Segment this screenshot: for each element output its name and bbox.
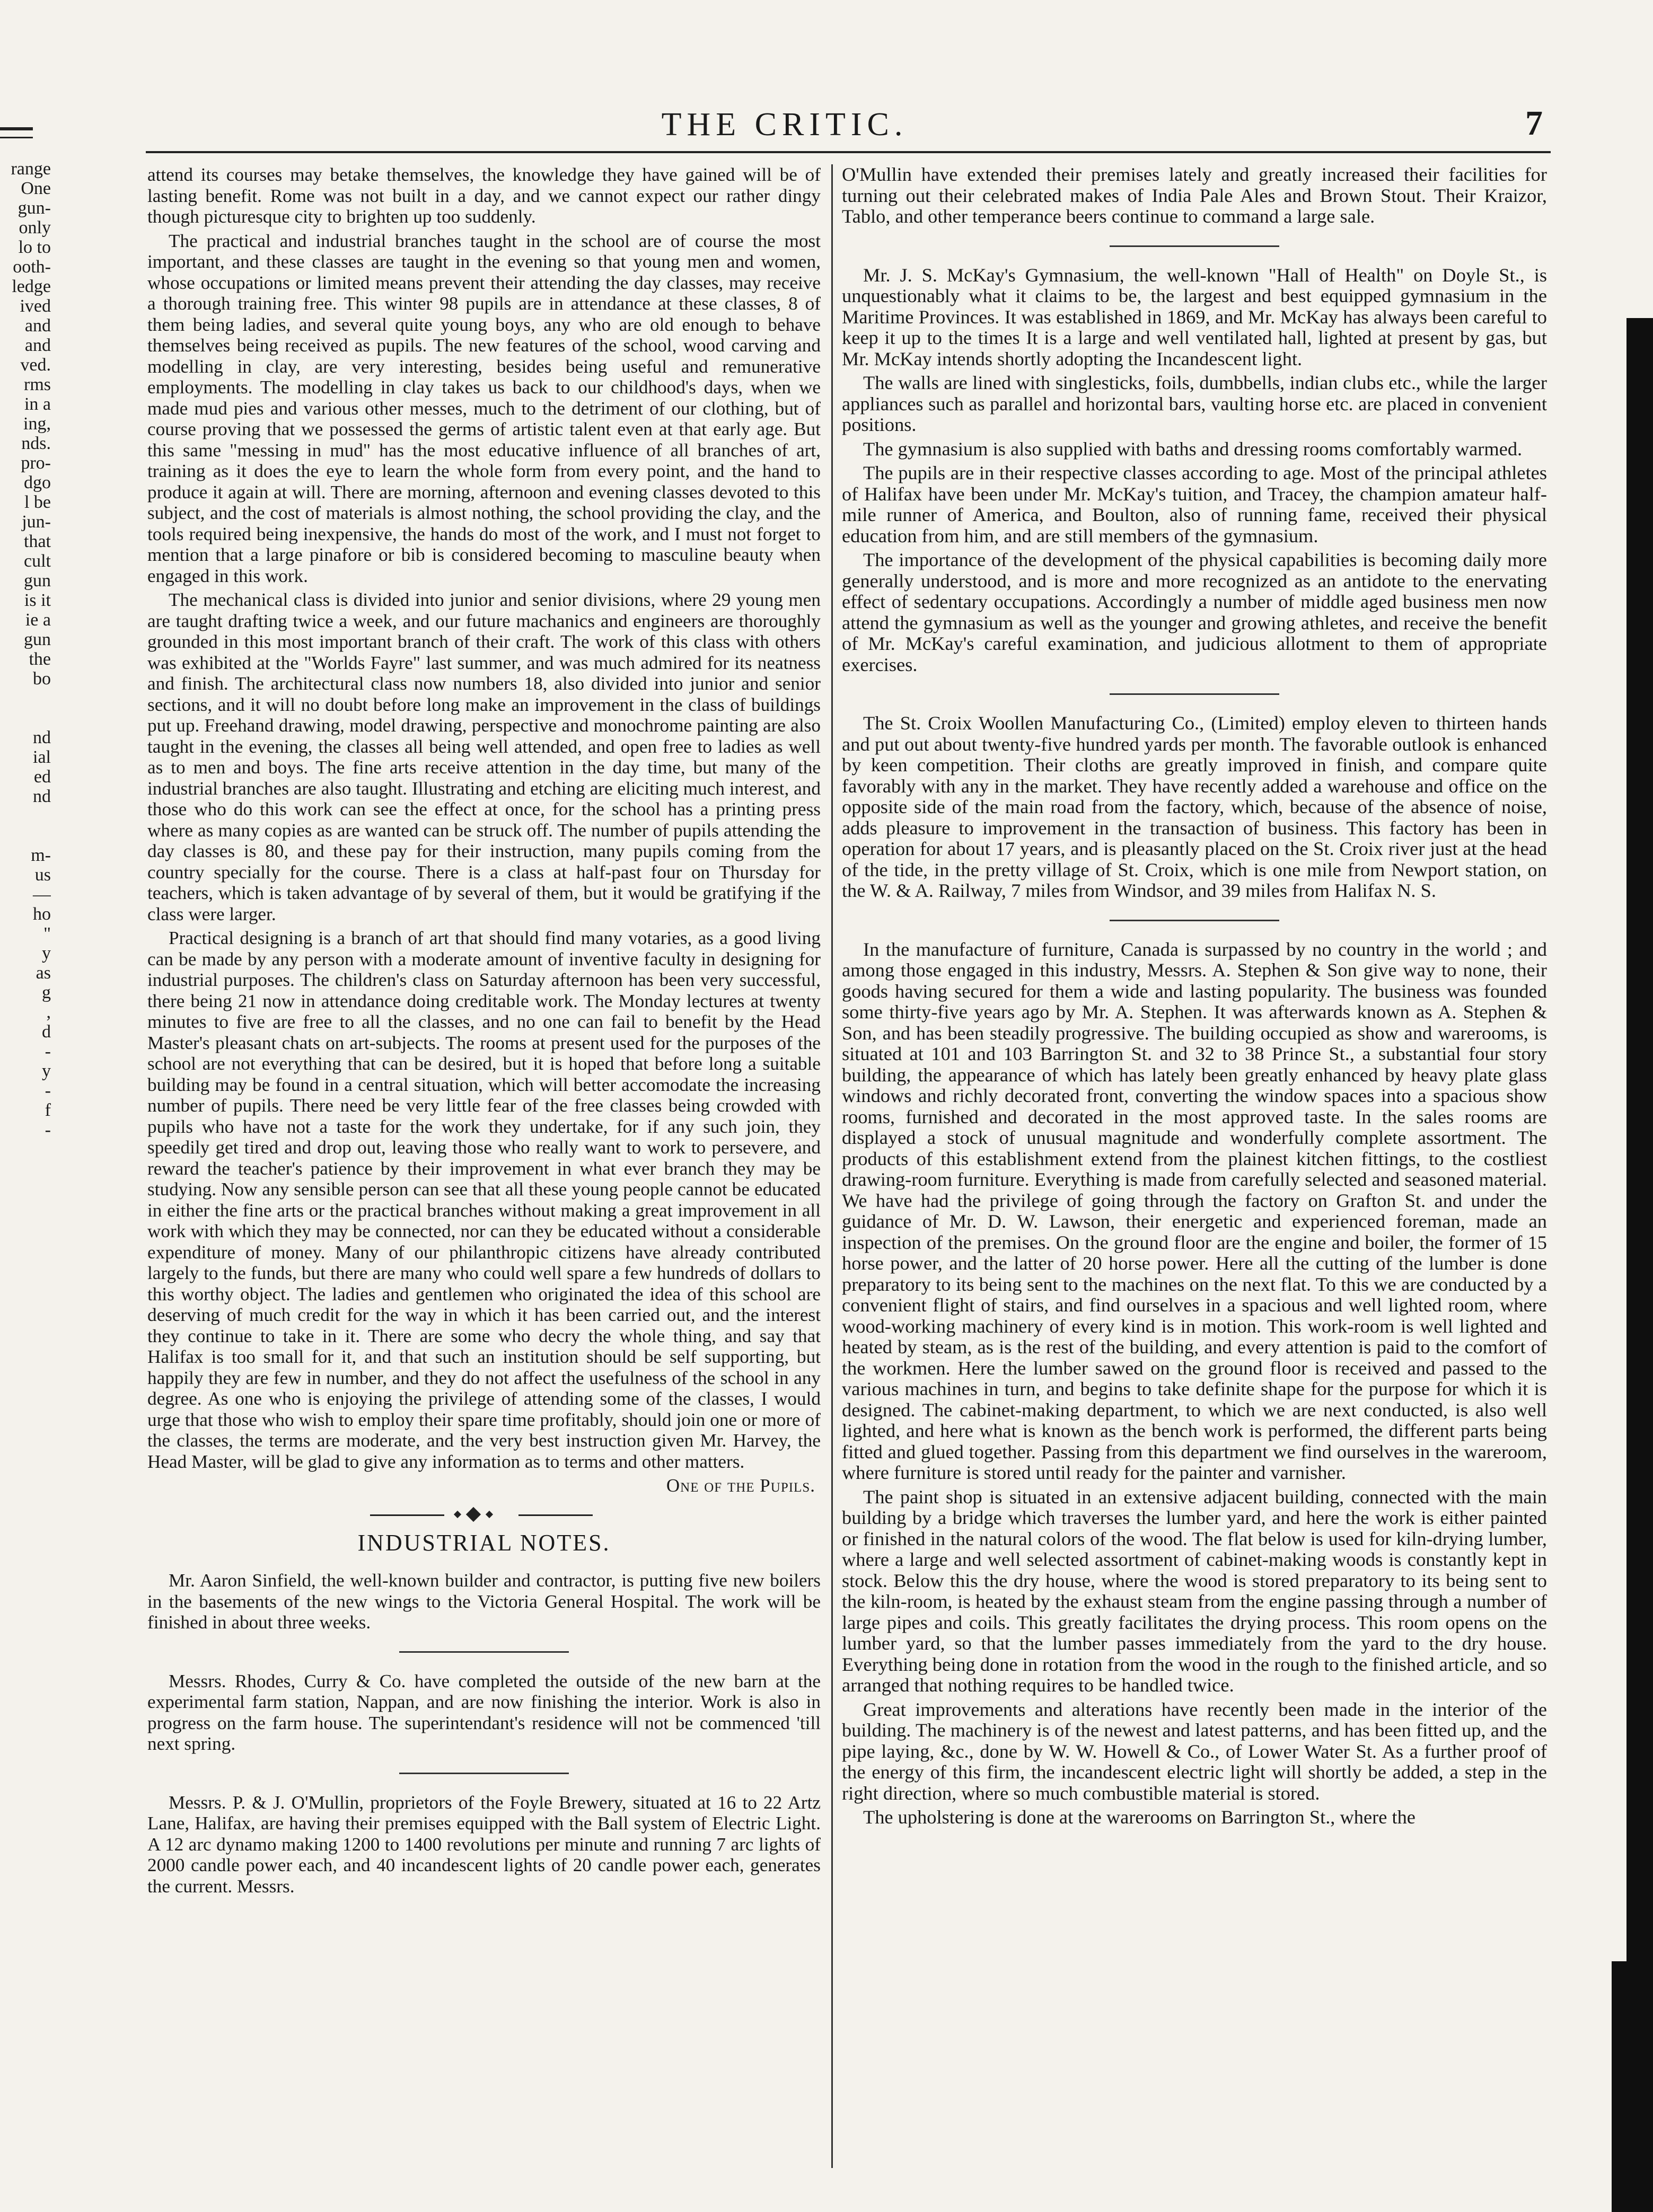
bleed-line: only: [19, 218, 51, 237]
running-title: THE CRITIC.: [661, 107, 908, 143]
paragraph: The upholstering is done at the warerooms on Barrington St., where the: [863, 1806, 1415, 1828]
bleed-line: that: [24, 532, 51, 551]
bleed-line: -: [45, 1081, 51, 1100]
industrial-note: Mr. Aaron Sinfield, the well-known builder and contractor, is putting five new boilers in the basements of the new wings to the Victoria General Hospital. The work will be finished in about three weeks.: [147, 1570, 821, 1633]
bleed-line: ived: [20, 296, 51, 316]
bleed-line: ,: [46, 1002, 51, 1022]
bleed-line: jun-: [22, 512, 51, 532]
bleed-line: ooth-: [13, 257, 51, 277]
bleed-line: gun: [24, 630, 51, 649]
note-separator: [1110, 920, 1279, 921]
article-signature: One of the Pupils.: [666, 1475, 815, 1496]
bleed-line: [3, 806, 51, 826]
paragraph: attend its courses may betake themselves, the knowledge they have gained will be of lasting benefit. Rome was not built in a day, and we cannot expect our rather dingy though picturesque city to brighten up too suddenly.: [147, 164, 821, 227]
bleed-line: y: [42, 944, 51, 963]
bleed-line: nd: [33, 787, 51, 806]
paragraph: Practical designing is a branch of art that should find many votaries, as a good living can be made by any person with a moderate amount of inventive faculty in designing for industrial purposes. The children's class on Saturday afternoon has been very successful, there being 21 now in attendance doing creditable work. The Monday lectures at twenty minutes to five are free to all the classes, and no one can fail to benefit by the Head Master's pleasant chats on art-subjects. The rooms at present used for the purposes of the school are not everything that can be desired, but it is hoped that before long a suitable building may be found in a central situation, which will better accomodate the increasing number of pupils. There need be very little fear of the free classes being crowded with pupils who have not a taste for the work they undertake, for if any such join, they speedily get tired and drop out, leaving those who really want to work to persevere, and reward the teacher's patience by their improvement in what ever branch they may be studying. Now any sensible person can see that all these young people cannot be educated in either the fine arts or the practical branches without making a great improvement in all work with which they may be connected, nor can they be educated without a considerable expenditure of money. Many of our philanthropic citizens have already contributed largely to the funds, but there are many who could well spare a few hundreds of dollars to this worthy object. The ladies and gentlemen who originated the idea of this school are deserving of much credit for the way in which it has been carried out, and the interest they continue to take in it. There are some who decry the whole thing, and say that Halifax is too small for it, and that such an institution should be self supporting, but happily they are few in number, and they do not affect the usefulness of the school in any degree. As one who is enjoying the privilege of attending some of the classes, I would urge that those who wish to employ their spare time profitably, should join one or more of the classes, the terms are moderate, and the very best instruction given Mr. Harvey, the Head Master, will be glad to give any information as to terms and other matters.: [147, 928, 821, 1472]
industrial-notes: [147, 1570, 821, 1897]
paragraph: The St. Croix Woollen Manufacturing Co., (Limited) employ eleven to thirteen hands and put out about twenty-five hundred yards per month. The favorable outlook is enhanced by keen competition. Their cloths are greatly improved in finish, and compare quite favorably with any in the market. They have recently added a warehouse and office on the opposite side of the main road from the factory, which, because of the absence of noise, adds pleasure to improvement in the transaction of business. This factory has been in operation for about 17 years, and is pleasantly placed on the St. Croix river just at the head of the tide, in the pretty village of St. Croix, which is one mile from Newport station, on the W. & A. Railway, 7 miles from Windsor, and 39 miles from Halifax N. S.: [842, 712, 1547, 901]
bleed-line: m-: [31, 845, 51, 865]
bleed-line: ho: [33, 904, 51, 924]
paragraph: In the manufacture of furniture, Canada is surpassed by no country in the world ; and among those engaged in this industry, Messrs. A. Stephen & Son give way to none, their goods having secured for them a wide and lasting popularity. The business was founded some thirty-five years ago by Mr. A. Stephen. It was afterwards known as A. Stephen & Son, and has been steadily progressive. The building occupied as show and warerooms, is situated at 101 and 103 Barrington St. and 32 to 38 Prince St., a substantial four story building, the appearance of which has lately been greatly enhanced by heavy plate glass windows and richly decorated front, converting the window spaces into a spacious show rooms, furnished and decorated in the most approved taste. In the sales rooms are displayed a stock of unusual magnitude and wonderfully complete assortment. The products of this establishment extend from the plainest kitchen fittings, to the costliest drawing-room furniture. Everything is made from carefully selected and seasoned material. We have had the privilege of going through the factory on Grafton St. and under the guidance of Mr. D. W. Lawson, their energetic and experienced foreman, made an inspection of the premises. On the ground floor are the engine and boiler, the former of 15 horse power, and the latter of 20 horse power. Here all the cutting of the lumber is done preparatory to its being sent to the machines on the next flat. To this we are conducted by a convenient flight of stairs, and find ourselves in a spacious and well lighted room, where wood-working machinery of every kind is in motion. This work-room is well lighted and heated by steam, as is the rest of the building, and every attention is paid to the comfort of the workmen. Here the lumber sawed on the ground floor is received and passed to the various machines in turn, and begins to take definite shape for the purpose for which it is designed. The cabinet-making department, to which we are next conducted, is also well lighted, and here what is known as the bench work is performed, the different parts being fitted and glued together. Passing from this department we find ourselves in the wareroom, where furniture is stored until ready for the painter and varnisher.: [842, 938, 1547, 1483]
bleed-line: [3, 826, 51, 845]
bleed-line: ing,: [23, 414, 51, 434]
bleed-line: in a: [24, 394, 51, 414]
page-edge-shadow-lower: [1612, 1961, 1628, 2212]
paragraph: Great improvements and alterations have recently been made in the interior of the building. The machinery is of the newest and latest patterns, and has been fitted up, and the pipe laying, &c., done by W. W. Howell & Co., of Lower Water St. As a further proof of the energy of this firm, the incandescent electric light will shortly be added, a step in the right direction, where so much combustible material is stored.: [842, 1698, 1547, 1804]
left-margin-bleed-text: [3, 159, 51, 1140]
industrial-note: [842, 939, 1547, 1828]
bleed-line: —: [33, 885, 51, 904]
bleed-line: and: [24, 336, 51, 355]
bleed-line: rms: [24, 375, 51, 394]
paragraph: The walls are lined with singlesticks, foils, dumbbells, indian clubs etc., while the larger appliances such as parallel and horizontal bars, vaulting horse etc. are placed in convenient positions.: [842, 372, 1547, 435]
paragraph: O'Mullin have extended their premises lately and greatly increased their facilities for turning out their celebrated makes of India Pale Ales and Brown Stout. Their Kraizor, Tablo, and other temperance beers continue to command a large sale.: [842, 164, 1547, 227]
bleed-line: is it: [24, 591, 51, 610]
page-edge-shadow: [1626, 318, 1653, 2212]
paragraph: The practical and industrial branches taught in the school are of course the most important, and these classes are taught in the evening so that young men and women, whose occupations or limited means prevent their attending the day classes, may receive a thorough training free. This winter 98 pupils are in attendance at these classes, 8 of them being ladies, and several quite young boys, any who are old enough to behave themselves being received as pupils. The new features of the school, wood carving and modelling in clay, are very interesting, besides being useful and remunerative employments. The modelling in clay takes us back to our childhood's days, when we made mud pies and various other messes, much to the detriment of our clothing, but of course proving that we possessed the germs of artistic talent even at that early age. But this same "messing in mud" has the most educative influence of all branches of art, training as it does the eye to learn the whole form from every point, and the hand to produce it again at will. There are morning, afternoon and evening classes devoted to this subject, and the cost of materials is almost nothing, the school providing the clay, and the tools required being inexpensive, the hands do most of the work, and I must not forget to mention that a large pinafore or bib is considered becoming to masculine beauty when engaged in this work.: [147, 230, 821, 586]
bleed-line: One: [21, 179, 51, 198]
bleed-line: f: [45, 1100, 51, 1120]
bleed-line: ed: [33, 767, 51, 787]
note-separator: [399, 1773, 569, 1774]
note-separator: [1110, 693, 1279, 695]
paragraph: Mr. J. S. McKay's Gymnasium, the well-known "Hall of Health" on Doyle St., is unquestionably what it claims to be, the largest and best equipped gymnasium in the Maritime Provinces. It was established in 1869, and Mr. McKay has always been careful to keep it up to the times It is a large and well ventilated hall, lighted at present by gas, but Mr. McKay intends shortly adopting the Incandescent light.: [842, 264, 1547, 369]
column-divider: [831, 164, 833, 2168]
bleed-line: l be: [24, 492, 51, 512]
bleed-line: pro-: [21, 453, 51, 473]
article-school-of-art: [147, 164, 821, 1472]
bleed-line: -: [45, 1042, 51, 1061]
industrial-note: Messrs. P. & J. O'Mullin, proprietors of the Foyle Brewery, situated at 16 to 22 Artz Lane, Halifax, are having their premises equipped with the Ball system of Electric Light. A 12 arc dynamo making 1200 to 1400 revolutions per minute and running 7 arc lights of 2000 candle power each, and 40 incandescent lights of 20 candle power each, generates the current. Messrs.: [147, 1792, 821, 1897]
bleed-line: [3, 689, 51, 708]
paragraph: The pupils are in their respective classes according to age. Most of the principal athletes of Halifax have been under Mr. McKay's tuition, and Tracey, the champion amateur half-mile runner of America, and Boulton, also of running fame, received their physical education from him, and are still members of the gymnasium.: [842, 462, 1547, 547]
prev-page-rule-thin: [0, 137, 33, 138]
bleed-line: cult: [24, 551, 51, 571]
page-number: 7: [1525, 104, 1543, 143]
bleed-line: as: [36, 963, 51, 983]
bleed-line: ved.: [20, 355, 51, 375]
bleed-line: ial: [33, 747, 51, 767]
bleed-line: ie a: [25, 610, 51, 630]
bleed-line: [3, 708, 51, 728]
bleed-line: us: [34, 865, 51, 885]
industrial-note: [842, 265, 1547, 676]
bleed-line: the: [29, 649, 51, 669]
column-right: [842, 164, 1547, 1831]
bleed-line: range: [11, 159, 51, 179]
bleed-line: nds.: [21, 434, 51, 453]
bleed-line: g: [42, 983, 51, 1002]
paragraph: The mechanical class is divided into junior and senior divisions, where 29 young men are taught drafting twice a week, and our future machanics and engineers are thoroughly grounded in this most important branch of their craft. The work of this class with others was exhibited at the "Worlds Fayre" last summer, and was much admired for its neatness and finish. The architectural class now numbers 18, also divided into junior and senior sections, and it will no doubt before long make an improvement in the class of buildings put up. Freehand drawing, model drawing, perspective and monochrome painting are also taught in the evening, the classes all being well attended, and open free to ladies as well as to men and boys. The fine arts receive attention in the day time, but many of the industrial branches are also taught. Illustrating and etching are eliciting much interest, and those who do this work can see the effect at once, for the school has a printing press where as many copies as are wanted can be struck off. The number of pupils attending the day classes is 80, and these pay for their instruction, many pupils coming from the country specially for the course. There is a class at half-past four on Thursday for teachers, which is taken advantage of by several of them, but it would be gratifying if the class were larger.: [147, 589, 821, 924]
bleed-line: lo to: [18, 237, 51, 257]
industrial-note: [842, 713, 1547, 902]
prev-page-rule: [0, 127, 33, 130]
industrial-note: Messrs. Rhodes, Curry & Co. have completed the outside of the new barn at the experimental farm station, Nappan, and are now finishing the interior. Work is also in progress on the farm house. The superintendant's residence will not be commenced 'till next spring.: [147, 1670, 821, 1754]
note-separator: [399, 1651, 569, 1653]
bleed-line: y: [42, 1061, 51, 1081]
bleed-line: dgo: [24, 473, 51, 492]
bleed-line: and: [24, 316, 51, 336]
column-left: [147, 164, 821, 1900]
bleed-line: gun: [24, 571, 51, 591]
bleed-line: ": [43, 924, 51, 944]
header-rule: [146, 151, 1551, 153]
paragraph: The importance of the development of the physical capabilities is becoming daily more generally understood, and is more and more recognized as an antidote to the enervating effect of sedentary occupations. Accordingly a number of middle aged business men now attend the gymnasium as well as the younger and growing athletes, and receive the benefit of Mr. McKay's careful examination, and judicious allotment to them of appropriate exercises.: [842, 549, 1547, 675]
bleed-line: bo: [33, 669, 51, 689]
industrial-note: [842, 164, 1547, 227]
paragraph: The gymnasium is also supplied with baths and dressing rooms comfortably warmed.: [863, 438, 1523, 460]
bleed-line: d: [42, 1022, 51, 1042]
section-title: INDUSTRIAL NOTES.: [357, 1530, 611, 1556]
bleed-line: gun-: [17, 198, 51, 218]
paragraph: The paint shop is situated in an extensive adjacent building, connected with the main building by a bridge which traverses the lumber yard, and here the work is either painted or finished in the natural colors of the wood. The flat below is used for kiln-drying lumber, where a large and well selected assortment of cabinet-making woods is constantly kept in stock. Below this the dry house, where the wood is stored preparatory to its being sent to the kiln-room, is heated by the exhaust steam from the engine passing through a number of large pipes and coils. This greatly facilitates the drying process. This room opens on the lumber yard, so that the lumber passes immediately from the yard to the dry house. Everything being done in rotation from the wood in the rough to the finished article, and so arranged that nothing requires to be handled twice.: [842, 1486, 1547, 1696]
bleed-line: ledge: [12, 277, 51, 296]
section-ornament: [147, 1507, 821, 1523]
bleed-line: -: [45, 1120, 51, 1140]
note-separator: [1110, 245, 1279, 247]
bleed-line: nd: [33, 728, 51, 747]
